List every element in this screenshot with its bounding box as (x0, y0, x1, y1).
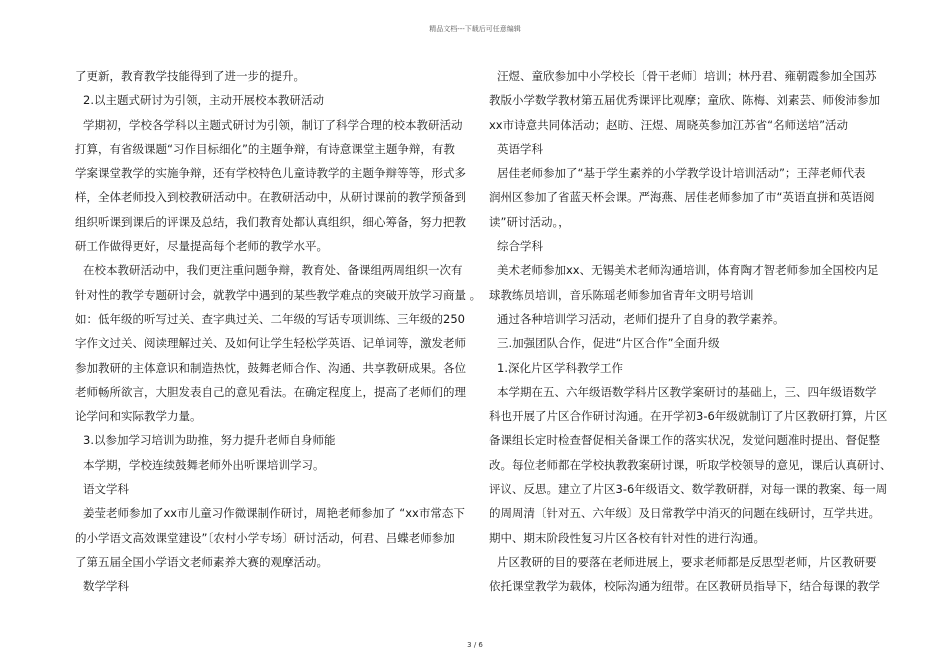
text-line: 依托课堂教学为载体，校际沟通为纽带。在区教研员指导下，结合每课的教学 (489, 579, 880, 594)
text-line: 综合学科 (497, 239, 543, 254)
text-line: 三.加强团队合作，促进“片区合作”全面升级 (497, 336, 720, 351)
text-line: 打算，有省级课题“习作目标细化”的主题争辩，有诗意课堂主题争辩，有教 (75, 141, 455, 156)
text-line: 语文学科 (83, 482, 129, 497)
text-line: 3.以参加学习培训为助推，努力提升老师自身师能 (83, 433, 336, 448)
text-line: 参加教研的主体意识和制造热忱，鼓舞老师合作、沟通、共享教研成果。各位 (75, 360, 466, 375)
text-line: 美术老师参加xx、无锡美术老师沟通培训，体育陶才智老师参加全国校内足 (497, 263, 879, 278)
text-line: 老师畅所欲言，大胆发表自己的意见看法。在确定程度上，提高了老师们的理 (75, 384, 466, 399)
text-line: 组织听课到课后的评课及总结，我们教育处都认真组织，细心筹备，努力把教 (75, 214, 466, 229)
text-line: 1.深化片区学科教学工作 (497, 360, 623, 375)
text-line: 润州区参加了省蓝天杯会课。严海燕、居佳老师参加了市“英语直拼和英语阅 (489, 190, 875, 205)
text-line: 备课组长定时检查督促相关备课工作的落实状况，发觉问题准时提出、督促整 (489, 433, 880, 448)
page-header: 精品文档---下载后可任意编辑 (429, 25, 521, 33)
text-line: 球教练员培训，音乐陈瑶老师参加省青年文明号培训 (489, 287, 754, 302)
text-line: 样，全体老师投入到校教研活动中。在教研活动中，从研讨课前的教学预备到 (75, 190, 466, 205)
text-line: xx市诗意共同体活动；赵昉、汪煜、周晓英参加江苏省“名师送培”活动 (489, 117, 849, 132)
text-line: 改。每位老师都在学校执教教案研讨课，听取学校领导的意见，课后认真研讨、 (489, 457, 892, 472)
text-line: 教版小学数学教材第五届优秀课评比观摩；童欣、陈梅、刘素芸、师俊沛参加 (489, 93, 880, 108)
text-line: 本学期，学校连续鼓舞老师外出听课培训学习。 (83, 457, 325, 472)
text-line: 读”研讨活动。， (489, 214, 570, 229)
text-line: 居佳老师参加了“基于学生素养的小学教学设计培训活动”；王萍老师代表 (497, 166, 866, 181)
text-line: 评议、反思。建立了片区3-6年级语文、数学教研群，对每一课的教案、每一周 (489, 482, 888, 497)
left-column (75, 64, 482, 599)
text-line: 的周周清〔针对五、六年级〕及日常教学中消灭的问题在线研讨，互学共进。 (489, 506, 880, 521)
text-line: 汪煜、童欣参加中小学校长〔骨干老师〕培训；林丹君、雍朝霞参加全国苏 (497, 69, 877, 83)
text-line: 如：低年级的听写过关、查字典过关、二年级的写话专项训练、三年级的250 (75, 311, 465, 326)
text-line: 2.以主题式研讨为引领，主动开展校本教研活动 (83, 93, 324, 108)
text-line: 学期初，学校各学科以主题式研讨为引领，制订了科学合理的校本教研活动 (83, 117, 463, 132)
text-line: 期中、期末阶段性复习片区各校有针对性的进行沟通。 (489, 530, 765, 545)
text-line: 通过各种培训学习活动，老师们提升了自身的教学素养。 (497, 311, 785, 326)
text-line: 论学问和实际教学力量。 (75, 409, 202, 424)
text-line: 字作文过关、阅读理解过关、及如何让学生轻松学英语、记单词等，激发老师 (75, 336, 466, 351)
text-line: 了第五届全国小学语文老师素养大赛的观摩活动。 (75, 554, 328, 569)
text-line: 数学学科 (83, 579, 129, 594)
text-line: 了更新，教育教学技能得到了进一步的提升。 (75, 69, 305, 83)
text-line: 英语学科 (497, 141, 543, 156)
page-number: 3 / 6 (467, 641, 483, 649)
text-line: 科也开展了片区合作研讨沟通。在开学初3-6年级就制订了片区教研打算，片区 (489, 409, 888, 424)
text-line: 片区教研的目的要落在老师进展上，要求老师都是反思型老师，片区教研要 (497, 554, 877, 569)
text-line: 针对性的教学专题研讨会，就教学中遇到的某些教学难点的突破开放学习商量 。 (75, 287, 482, 302)
right-column (489, 64, 892, 599)
text-line: 姜莹老师参加了xx市儿童习作微课制作研讨，周艳老师参加了 “xx市常态下 (83, 506, 465, 521)
text-line: 学案课堂教学的实施争辩，还有学校特色儿童诗教学的主题争辩等等，形式多 (75, 166, 466, 181)
text-line: 研工作做得更好，尽量提高每个老师的教学水平。 (75, 239, 328, 254)
text-line: 的小学语文高效课堂建设”〔农村小学专场〕研讨活动，何君、吕蝶老师参加 (75, 530, 455, 545)
text-line: 本学期在五、六年级语数学科片区教学案研讨的基础上，三、四年级语数学 (497, 384, 877, 399)
text-line: 在校本教研活动中，我们更注重问题争辩，教育处、备课组两周组织一次有 (83, 263, 463, 278)
